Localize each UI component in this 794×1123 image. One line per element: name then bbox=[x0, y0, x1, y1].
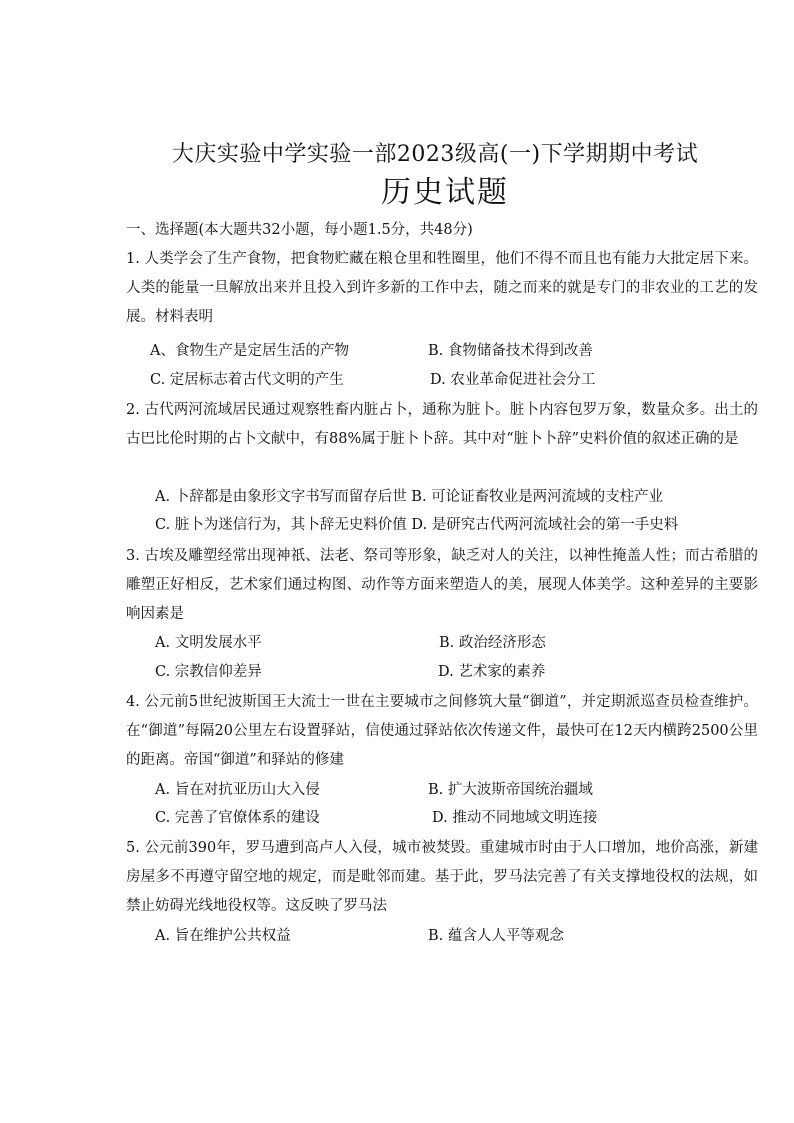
question-4-option-d: D. 推动不同地域文明连接 bbox=[432, 810, 598, 826]
question-2-option-cd: C. 脏卜为迷信行为，其卜辞无史料价值 D. 是研究古代两河流域社会的第一手史料 bbox=[155, 517, 679, 533]
exam-subject-title: 历史试题 bbox=[381, 175, 509, 210]
section-heading: 一、选择题(本大题共32小题，每小题1.5分，共48分) bbox=[126, 222, 473, 238]
question-1-stem: 1. 人类学会了生产食物，把食物贮藏在粮仓里和牲圈里，他们不得不而且也有能力大批定居下来。人类的能量一旦解放出来并且投入到许多新的工作中去，随之而来的就是专门的非农业的工艺的发展。材料表明 bbox=[126, 251, 758, 325]
question-3-stem: 3. 古埃及雕塑经常出现神祇、法老、祭司等形象，缺乏对人的关注，以神性掩盖人性；而古希腊的雕塑正好相反，艺术家们通过构图、动作等方面来塑造人的美，展现人体美学。这种差异的主要影响因素是 bbox=[126, 548, 758, 622]
question-5-option-b: B. 蕴含人人平等观念 bbox=[428, 928, 564, 944]
question-2-stem: 2. 古代两河流域居民通过观察牲畜内脏占卜，通称为脏卜。脏卜内容包罗万象，数量众多。出土的古巴比伦时期的占卜文献中，有88%属于脏卜卜辞。其中对“脏卜卜辞”史料价值的叙述正确的是 bbox=[126, 402, 758, 447]
question-2-option-ab: A. 卜辞都是由象形文字书写而留存后世 B. 可论证畜牧业是两河流域的支柱产业 bbox=[155, 489, 664, 505]
question-3-option-b: B. 政治经济形态 bbox=[439, 635, 546, 651]
question-1-option-d: D. 农业革命促进社会分工 bbox=[430, 372, 596, 388]
exam-title: 大庆实验中学实验一部2023级高(一)下学期期中考试 bbox=[171, 142, 699, 167]
question-3-option-c: C. 宗教信仰差异 bbox=[155, 664, 262, 680]
question-5-option-a: A. 旨在维护公共权益 bbox=[155, 928, 291, 944]
question-3-option-a: A. 文明发展水平 bbox=[155, 635, 262, 651]
question-1-option-c: C. 定居标志着古代文明的产生 bbox=[150, 372, 344, 388]
question-5-stem: 5. 公元前390年，罗马遭到高卢人入侵，城市被焚毁。重建城市时由于人口增加，地价高涨，新建房屋多不再遵守留空地的规定，而是毗邻而建。基于此，罗马法完善了有关支撑地役权的法规，如禁止妨碍光线地役权等。这反映了罗马法 bbox=[126, 840, 758, 914]
question-4-option-c: C. 完善了官僚体系的建设 bbox=[155, 810, 320, 826]
question-1-option-a: A、食物生产是定居生活的产物 bbox=[150, 343, 349, 359]
question-4-option-b: B. 扩大波斯帝国统治疆域 bbox=[428, 782, 593, 798]
question-4-option-a: A. 旨在对抗亚历山大入侵 bbox=[155, 782, 320, 798]
question-3-option-d: D. 艺术家的素养 bbox=[438, 664, 546, 680]
question-1-option-b: B. 食物储备技术得到改善 bbox=[428, 343, 593, 359]
question-4-stem: 4. 公元前5世纪波斯国王大流士一世在主要城市之间修筑大量“御道”，并定期派巡查员检查维护。在“御道”每隔20公里左右设置驿站，信使通过驿站依次传递文件，最快可在12天内横跨2500公里的距离。帝国“御道”和驿站的修建 bbox=[126, 694, 758, 768]
